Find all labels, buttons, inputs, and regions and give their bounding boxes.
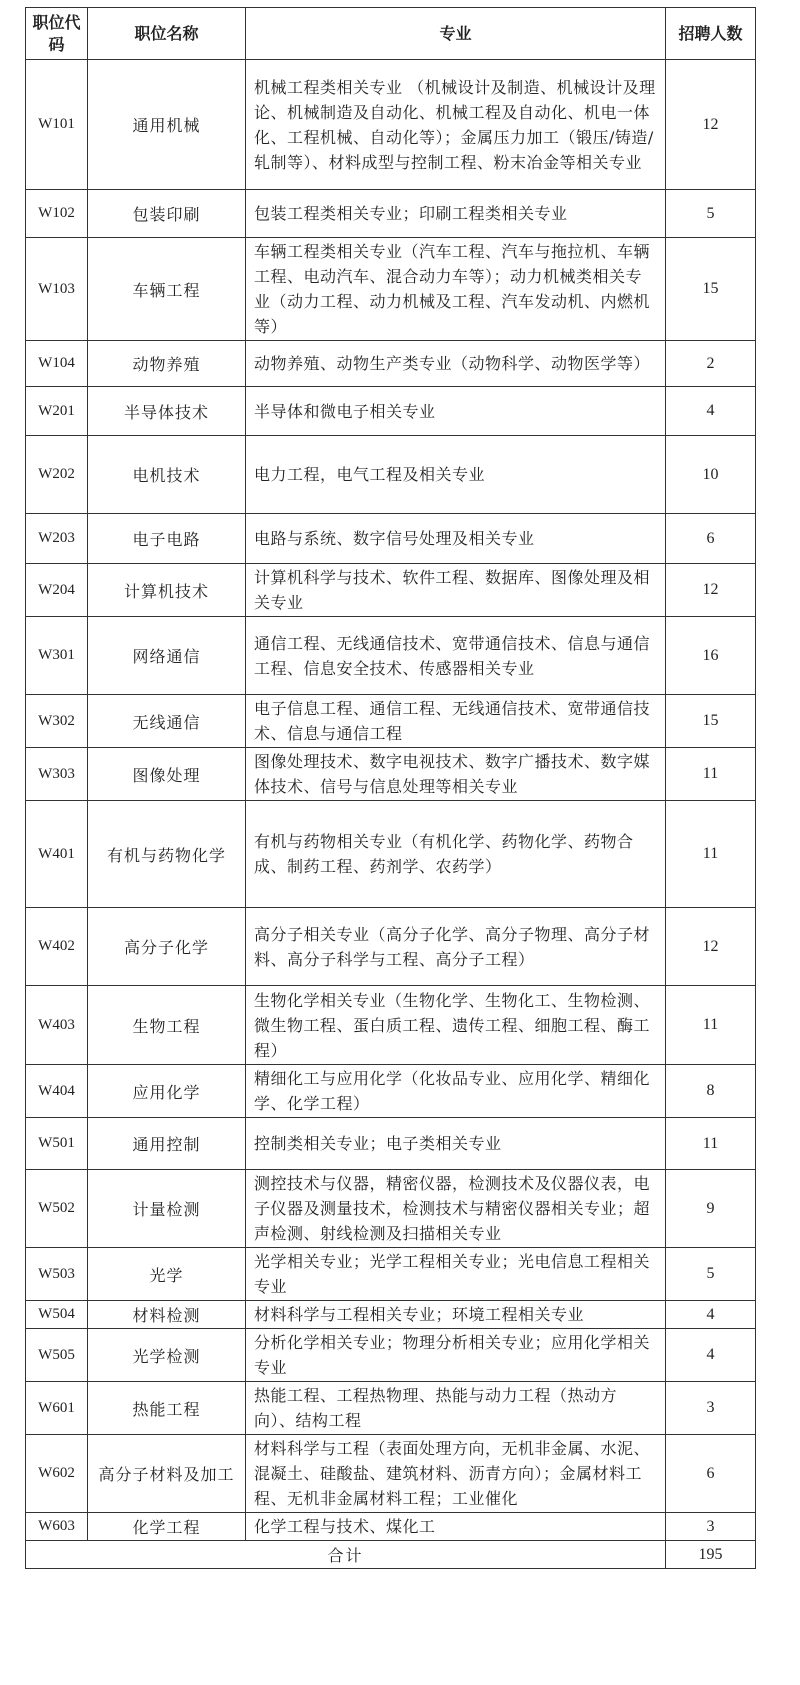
position-name: 化学工程 — [88, 1513, 246, 1541]
position-name: 车辆工程 — [88, 238, 246, 341]
table-row — [26, 1118, 756, 1170]
table-row — [26, 238, 756, 341]
table-row — [26, 60, 756, 190]
table-row — [26, 1301, 756, 1329]
position-count: 8 — [666, 1065, 756, 1118]
position-count: 9 — [666, 1170, 756, 1248]
table-row — [26, 1382, 756, 1435]
position-name: 无线通信 — [88, 695, 246, 748]
position-count: 4 — [666, 387, 756, 436]
header-count: 招聘人数 — [666, 8, 756, 60]
position-name: 光学检测 — [88, 1329, 246, 1382]
table-row — [26, 695, 756, 748]
position-major: 图像处理技术、数字电视技术、数字广播技术、数字媒体技术、信号与信息处理等相关专业 — [246, 748, 666, 801]
position-name: 光学 — [88, 1248, 246, 1301]
position-major: 包装工程类相关专业；印刷工程类相关专业 — [246, 190, 666, 238]
position-code: W104 — [26, 341, 88, 387]
position-major: 车辆工程类相关专业（汽车工程、汽车与拖拉机、车辆工程、电动汽车、混合动力车等）；动力机械类相关专业（动力工程、动力机械及工程、汽车发动机、内燃机等） — [246, 238, 666, 341]
position-count: 12 — [666, 564, 756, 617]
position-code: W402 — [26, 908, 88, 986]
position-count: 5 — [666, 190, 756, 238]
table-row — [26, 748, 756, 801]
position-count: 11 — [666, 1118, 756, 1170]
position-code: W501 — [26, 1118, 88, 1170]
table-row — [26, 190, 756, 238]
table-row — [26, 801, 756, 908]
position-major: 光学相关专业；光学工程相关专业；光电信息工程相关专业 — [246, 1248, 666, 1301]
position-major: 热能工程、工程热物理、热能与动力工程（热动方向）、结构工程 — [246, 1382, 666, 1435]
position-name: 高分子化学 — [88, 908, 246, 986]
table-row — [26, 436, 756, 514]
position-major: 材料科学与工程（表面处理方向，无机非金属、水泥、混凝土、硅酸盐、建筑材料、沥青方向）；金属材料工程、无机非金属材料工程；工业催化 — [246, 1435, 666, 1513]
position-count: 3 — [666, 1513, 756, 1541]
position-count: 12 — [666, 60, 756, 190]
position-name: 包装印刷 — [88, 190, 246, 238]
position-count: 4 — [666, 1329, 756, 1382]
position-major: 材料科学与工程相关专业；环境工程相关专业 — [246, 1301, 666, 1329]
position-code: W102 — [26, 190, 88, 238]
position-code: W503 — [26, 1248, 88, 1301]
position-name: 通用控制 — [88, 1118, 246, 1170]
position-count: 6 — [666, 1435, 756, 1513]
position-name: 电机技术 — [88, 436, 246, 514]
position-count: 6 — [666, 514, 756, 564]
total-row — [26, 1541, 756, 1569]
position-code: W403 — [26, 986, 88, 1065]
position-count: 11 — [666, 801, 756, 908]
table-row — [26, 387, 756, 436]
position-name: 网络通信 — [88, 617, 246, 695]
position-name: 有机与药物化学 — [88, 801, 246, 908]
header-row — [26, 8, 756, 60]
position-code: W204 — [26, 564, 88, 617]
position-name: 计算机技术 — [88, 564, 246, 617]
total-label: 合计 — [26, 1541, 666, 1569]
position-count: 5 — [666, 1248, 756, 1301]
position-major: 测控技术与仪器，精密仪器，检测技术及仪器仪表，电子仪器及测量技术，检测技术与精密仪器相关专业；超声检测、射线检测及扫描相关专业 — [246, 1170, 666, 1248]
table-row — [26, 1329, 756, 1382]
position-code: W601 — [26, 1382, 88, 1435]
position-code: W103 — [26, 238, 88, 341]
position-code: W404 — [26, 1065, 88, 1118]
position-code: W303 — [26, 748, 88, 801]
position-name: 图像处理 — [88, 748, 246, 801]
position-major: 机械工程类相关专业 （机械设计及制造、机械设计及理论、机械制造及自动化、机械工程及自动化、机电一体化、工程机械、自动化等）；金属压力加工（锻压/铸造/轧制等）、材料成型与控制工程、粉末冶金等相关专业 — [246, 60, 666, 190]
position-count: 11 — [666, 986, 756, 1065]
position-code: W502 — [26, 1170, 88, 1248]
position-code: W203 — [26, 514, 88, 564]
position-count: 2 — [666, 341, 756, 387]
position-name: 计量检测 — [88, 1170, 246, 1248]
table-row — [26, 986, 756, 1065]
position-name: 动物养殖 — [88, 341, 246, 387]
position-major: 半导体和微电子相关专业 — [246, 387, 666, 436]
position-count: 15 — [666, 695, 756, 748]
position-count: 11 — [666, 748, 756, 801]
position-count: 3 — [666, 1382, 756, 1435]
recruitment-table — [25, 7, 756, 1569]
position-major: 通信工程、无线通信技术、宽带通信技术、信息与通信工程、信息安全技术、传感器相关专业 — [246, 617, 666, 695]
position-code: W101 — [26, 60, 88, 190]
table-row — [26, 1513, 756, 1541]
position-major: 分析化学相关专业；物理分析相关专业；应用化学相关专业 — [246, 1329, 666, 1382]
table-row — [26, 564, 756, 617]
position-code: W603 — [26, 1513, 88, 1541]
position-code: W504 — [26, 1301, 88, 1329]
position-major: 计算机科学与技术、软件工程、数据库、图像处理及相关专业 — [246, 564, 666, 617]
total-count: 195 — [666, 1541, 756, 1569]
position-name: 应用化学 — [88, 1065, 246, 1118]
table-row — [26, 514, 756, 564]
position-major: 精细化工与应用化学（化妆品专业、应用化学、精细化学、化学工程） — [246, 1065, 666, 1118]
table-row — [26, 617, 756, 695]
position-major: 化学工程与技术、煤化工 — [246, 1513, 666, 1541]
position-code: W201 — [26, 387, 88, 436]
table-row — [26, 908, 756, 986]
position-name: 半导体技术 — [88, 387, 246, 436]
position-major: 生物化学相关专业（生物化学、生物化工、生物检测、微生物工程、蛋白质工程、遗传工程、细胞工程、酶工程） — [246, 986, 666, 1065]
position-name: 材料检测 — [88, 1301, 246, 1329]
table-row — [26, 341, 756, 387]
position-name: 热能工程 — [88, 1382, 246, 1435]
position-major: 电力工程，电气工程及相关专业 — [246, 436, 666, 514]
position-code: W301 — [26, 617, 88, 695]
position-major: 电子信息工程、通信工程、无线通信技术、宽带通信技术、信息与通信工程 — [246, 695, 666, 748]
position-name: 高分子材料及加工 — [88, 1435, 246, 1513]
position-major: 控制类相关专业；电子类相关专业 — [246, 1118, 666, 1170]
position-name: 生物工程 — [88, 986, 246, 1065]
position-count: 15 — [666, 238, 756, 341]
table-row — [26, 1065, 756, 1118]
position-code: W505 — [26, 1329, 88, 1382]
position-code: W602 — [26, 1435, 88, 1513]
position-major: 动物养殖、动物生产类专业（动物科学、动物医学等） — [246, 341, 666, 387]
table-row — [26, 1248, 756, 1301]
position-count: 10 — [666, 436, 756, 514]
position-code: W401 — [26, 801, 88, 908]
table-row — [26, 1435, 756, 1513]
position-major: 高分子相关专业（高分子化学、高分子物理、高分子材料、高分子科学与工程、高分子工程） — [246, 908, 666, 986]
position-major: 有机与药物相关专业（有机化学、药物化学、药物合成、制药工程、药剂学、农药学） — [246, 801, 666, 908]
position-code: W202 — [26, 436, 88, 514]
header-name: 职位名称 — [88, 8, 246, 60]
position-major: 电路与系统、数字信号处理及相关专业 — [246, 514, 666, 564]
position-code: W302 — [26, 695, 88, 748]
header-major: 专业 — [246, 8, 666, 60]
table-row — [26, 1170, 756, 1248]
position-name: 通用机械 — [88, 60, 246, 190]
position-count: 12 — [666, 908, 756, 986]
position-count: 4 — [666, 1301, 756, 1329]
position-count: 16 — [666, 617, 756, 695]
position-name: 电子电路 — [88, 514, 246, 564]
header-code: 职位代码 — [26, 8, 88, 60]
